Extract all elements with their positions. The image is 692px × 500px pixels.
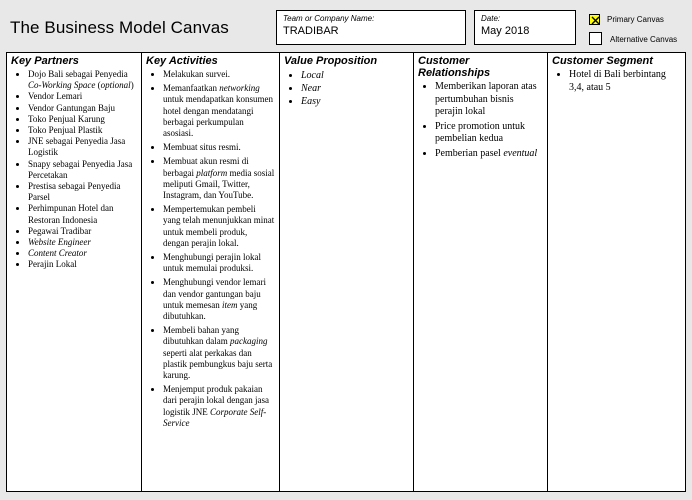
team-name-label: Team or Company Name: xyxy=(283,14,375,23)
list-item: • Prestisa sebagai Penyedia Parsel xyxy=(28,181,137,203)
list-item: • Pemberian pasel eventual xyxy=(435,148,543,161)
list-item: • Memberikan laporan atas pertumbuhan bisnis perajin lokal xyxy=(435,81,543,119)
date-field[interactable] xyxy=(474,10,576,45)
list-item: • Melakukan survei. xyxy=(163,69,275,80)
list-item: • Snapy sebagai Penyedia Jasa Percetakan xyxy=(28,159,137,181)
list-item: • JNE sebagai Penyedia Jasa Logistik xyxy=(28,136,137,158)
list-item: • Near xyxy=(301,82,409,95)
key-activities-heading: Key Activities xyxy=(146,55,218,67)
list-item: • Website Engineer xyxy=(28,237,137,248)
list-item: • Vendor Gantungan Baju xyxy=(28,103,137,114)
list-item: • Local xyxy=(301,69,409,82)
check-x-icon xyxy=(590,15,601,26)
list-item: • Price promotion untuk pembelian kedua xyxy=(435,121,543,146)
list-item: • Perajin Lokal xyxy=(28,259,137,270)
list-item: • Menjemput produk pakaian dari perajin lokal dengan jasa logistik JNE Corporate Self-Service xyxy=(163,384,275,429)
key-partners-list xyxy=(11,69,137,271)
alternative-canvas-checkbox[interactable] xyxy=(589,32,602,45)
key-partners-section xyxy=(7,53,142,491)
primary-canvas-checkbox[interactable] xyxy=(589,14,600,25)
date-value: May 2018 xyxy=(481,25,530,37)
list-item: • Vendor Lemari xyxy=(28,91,137,102)
customer-relationships-heading: Customer Relationships xyxy=(418,55,491,79)
page-title: The Business Model Canvas xyxy=(10,18,229,37)
list-item: • Menghubungi perajin lokal untuk memulai produksi. xyxy=(163,252,275,274)
list-item: • Membuat akun resmi di berbagai platform media sosial meliputi Gmail, Twitter, Instagram, dan YouTube. xyxy=(163,156,275,201)
value-proposition-list xyxy=(284,69,409,108)
list-item: • Perhimpunan Hotel dan Restoran Indonesia xyxy=(28,203,137,225)
list-item: • Pegawai Tradibar xyxy=(28,226,137,237)
list-item: • Dojo Bali sebagai Penyedia Co-Working Space (optional) xyxy=(28,69,137,91)
list-item: • Toko Penjual Karung xyxy=(28,114,137,125)
team-name-field[interactable] xyxy=(276,10,466,45)
list-item: • Content Creator xyxy=(28,248,137,259)
team-name-value: TRADIBAR xyxy=(283,25,339,37)
customer-segment-list xyxy=(552,69,681,94)
list-item: • Toko Penjual Plastik xyxy=(28,125,137,136)
customer-relationships-section xyxy=(414,53,548,491)
key-activities-section xyxy=(142,53,280,491)
primary-canvas-label: Primary Canvas xyxy=(607,15,664,24)
list-item: • Menghubungi vendor lemari dan vendor gantungan baju untuk memesan item yang dibutuhkan. xyxy=(163,277,275,322)
key-activities-list xyxy=(146,69,275,429)
date-label: Date: xyxy=(481,14,501,23)
customer-relationships-list xyxy=(418,81,543,160)
value-proposition-section xyxy=(280,53,414,491)
list-item: • Membeli bahan yang dibutuhkan dalam packaging seperti alat perkakas dan plastik pembungkus baju serta karung. xyxy=(163,325,275,381)
key-partners-heading: Key Partners xyxy=(11,55,79,67)
list-item: • Membuat situs resmi. xyxy=(163,142,275,153)
customer-segment-section xyxy=(548,53,685,491)
list-item: • Hotel di Bali berbintang 3,4, atau 5 xyxy=(569,69,681,94)
customer-segment-heading: Customer Segment xyxy=(552,55,653,67)
alternative-canvas-label: Alternative Canvas xyxy=(610,35,678,44)
value-proposition-heading: Value Proposition xyxy=(284,55,378,67)
list-item: • Easy xyxy=(301,95,409,108)
list-item: • Memanfaatkan networking untuk mendapatkan konsumen hotel dengan mendatangi berbagai perkumpulan asosiasi. xyxy=(163,83,275,139)
list-item: • Mempertemukan pembeli yang telah menunjukkan minat untuk membeli produk, dengan perajin lokal. xyxy=(163,204,275,249)
canvas-grid xyxy=(6,52,686,492)
